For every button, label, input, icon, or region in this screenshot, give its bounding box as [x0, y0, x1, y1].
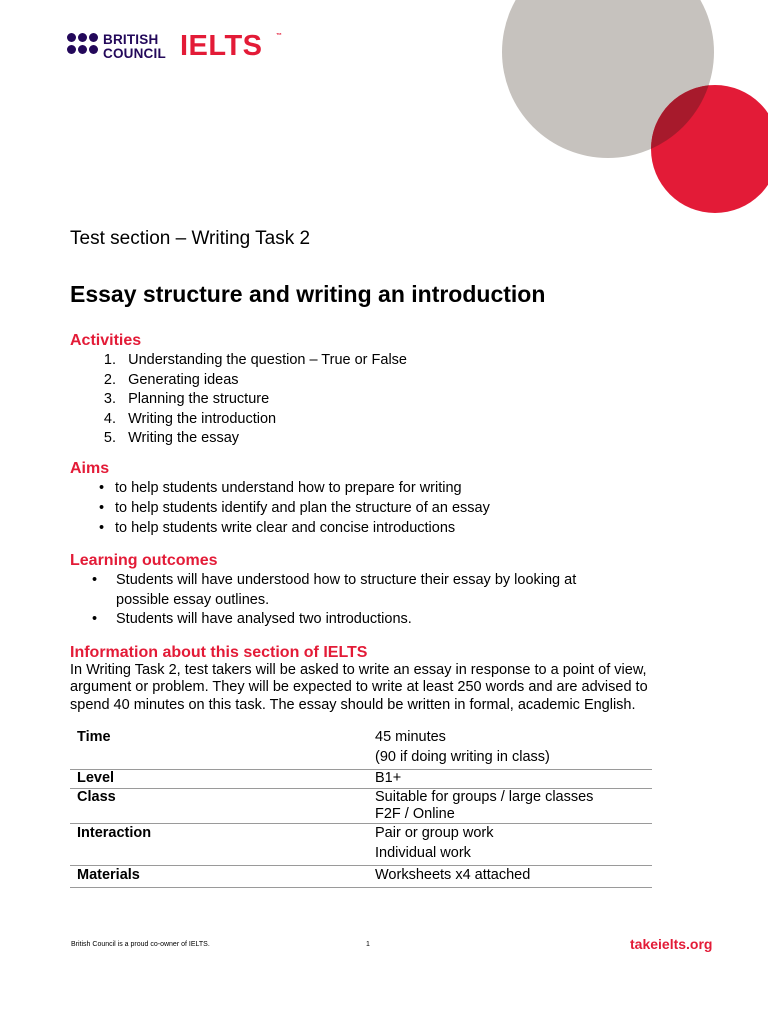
table-row	[70, 770, 652, 789]
list-item: 5. Writing the essay	[103, 430, 240, 446]
activities-list	[70, 351, 407, 449]
page-title: Essay structure and writing an introduction	[70, 281, 546, 307]
section-kicker: Test section – Writing Task 2	[70, 228, 311, 249]
list-item: 2. Generating ideas	[103, 371, 239, 388]
page-number: 1	[366, 941, 370, 948]
table-row	[70, 824, 652, 846]
british-council-logo-icon	[67, 32, 99, 64]
list-item: 1. Understanding the question – True or False	[103, 352, 407, 368]
outcomes-list	[70, 571, 576, 630]
level-value: B1+	[375, 770, 652, 789]
level-label: Level	[70, 770, 375, 789]
info-paragraph: In Writing Task 2, test takers will be asked to write an essay in response to a point of view, argument or problem. They will be expected to write at least 250 words and are advised to spend 40 minutes on this task. The essay should be written in formal, academic English.	[70, 662, 648, 713]
time-value: 45 minutes	[375, 729, 446, 745]
table-row	[70, 845, 652, 866]
logo-line-1: BRITISH	[103, 32, 159, 47]
table-row	[70, 729, 652, 749]
takeielts-link[interactable]: takeielts.org	[630, 936, 713, 952]
list-item: • to help students write clear and concise introductions	[70, 519, 490, 539]
aims-list	[70, 479, 490, 539]
ielts-logo: IELTS	[180, 30, 263, 62]
list-item: 3. Planning the structure	[103, 391, 270, 407]
outcomes-heading: Learning outcomes	[70, 552, 218, 569]
class-label: Class	[70, 789, 375, 824]
bullet-icon: •	[92, 572, 98, 588]
time-value-note: (90 if doing writing in class)	[375, 749, 652, 770]
materials-label: Materials	[70, 866, 375, 888]
logo-line-2: COUNCIL	[103, 46, 166, 61]
interaction-label: Interaction	[77, 825, 152, 841]
list-item: • to help students identify and plan the structure of an essay	[70, 499, 490, 519]
list-item: • to help students understand how to prepare for writing	[70, 479, 490, 499]
info-heading: Information about this section of IELTS	[70, 644, 368, 661]
decorative-circle-overlap	[651, 85, 768, 213]
interaction-value-2: Individual work	[375, 845, 652, 866]
materials-value: Worksheets x4 attached	[375, 866, 652, 888]
lesson-details-table	[70, 729, 652, 888]
class-mode-value: F2F / Online	[375, 806, 455, 822]
footer-note: British Council is a proud co-owner of IELTS.	[71, 941, 210, 948]
class-value: Suitable for groups / large classes	[375, 789, 594, 805]
aims-heading: Aims	[70, 460, 110, 477]
bullet-icon: •	[99, 480, 105, 496]
bullet-icon: •	[92, 611, 98, 627]
interaction-value: Pair or group work	[375, 825, 494, 841]
bullet-icon: •	[99, 500, 105, 516]
time-label: Time	[77, 729, 111, 745]
list-item: • Students will have analysed two introductions.	[70, 610, 576, 630]
list-item: 4. Writing the introduction	[103, 410, 277, 427]
activities-heading: Activities	[70, 332, 142, 349]
table-row	[70, 866, 652, 888]
ielts-trademark: ™	[276, 33, 282, 39]
bullet-icon: •	[99, 520, 105, 536]
british-council-logo-text	[103, 33, 166, 61]
table-row	[70, 789, 652, 824]
list-item: • Students will have understood how to structure their essay by looking at possible essay outlines.	[92, 572, 577, 608]
table-row	[70, 749, 652, 770]
